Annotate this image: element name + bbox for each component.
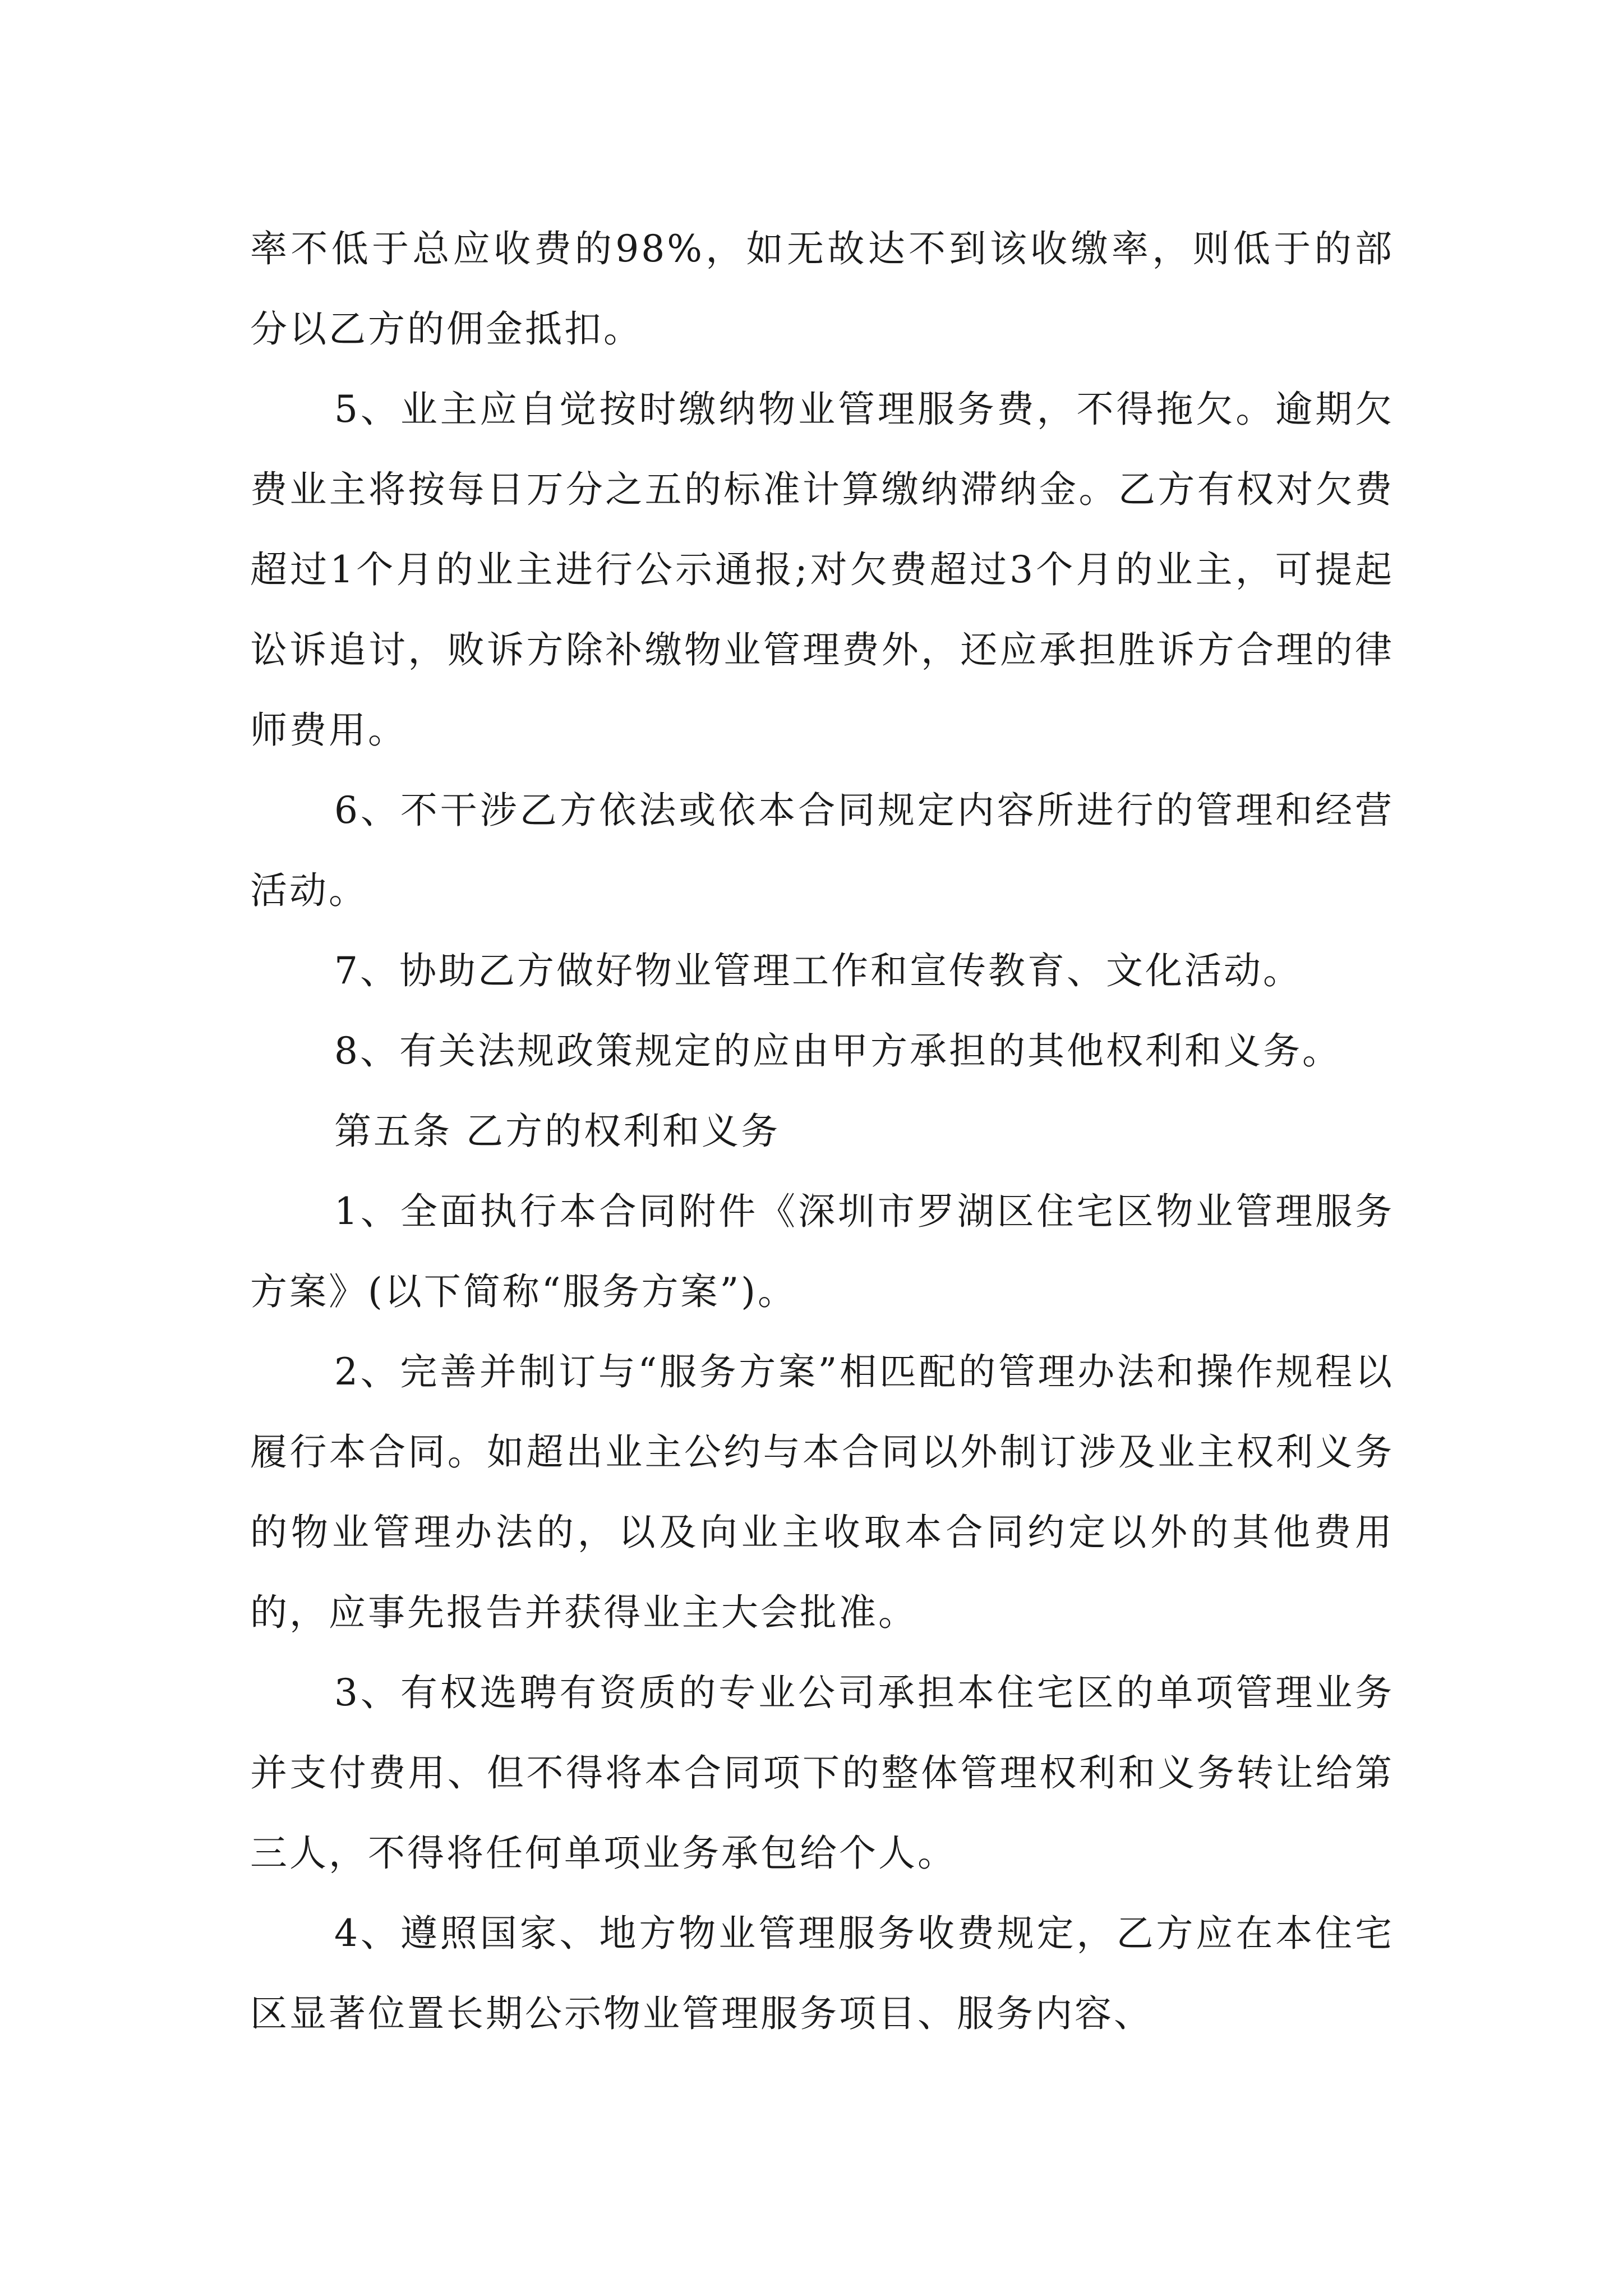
- section-heading: 第五条 乙方的权利和义务: [334, 1110, 780, 1153]
- paragraph-item-6: 6、不干涉乙方依法或依本合同规定内容所进行的管理和经营活动。: [250, 789, 1394, 912]
- paragraph-item-3: 3、有权选聘有资质的专业公司承担本住宅区的单项管理业务并支付费用、但不得将本合同项下的整体管理权利和义务转让给第三人，不得将任何单项业务承包给个人。: [250, 1671, 1394, 1875]
- paragraph-continuation: 率不低于总应收费的98%，如无故达不到该收缴率，则低于的部分以乙方的佣金抵扣。: [250, 227, 1394, 351]
- paragraph-item-5: 5、业主应自觉按时缴纳物业管理服务费，不得拖欠。逾期欠费业主将按每日万分之五的标准计算缴纳滞纳金。乙方有权对欠费超过1个月的业主进行公示通报;对欠费超过3个月的业主，可提起讼诉追讨，败诉方除补缴物业管理费外，还应承担胜诉方合理的律师费用。: [250, 388, 1394, 752]
- paragraph-item-2: 2、完善并制订与“服务方案”相匹配的管理办法和操作规程以履行本合同。如超出业主公约与本合同以外制订涉及业主权利义务的物业管理办法的，以及向业主收取本合同约定以外的其他费用的，应事先报告并获得业主大会批准。: [250, 1350, 1394, 1634]
- paragraph-item-7: 7、协助乙方做好物业管理工作和宣传教育、文化活动。: [334, 949, 1302, 992]
- paragraph-item-8: 8、有关法规政策规定的应由甲方承担的其他权利和义务。: [334, 1029, 1341, 1073]
- paragraph-item-1: 1、全面执行本合同附件《深圳市罗湖区住宅区物业管理服务方案》(以下简称“服务方案”)。: [250, 1190, 1394, 1313]
- paragraph-item-4: 4、遵照国家、地方物业管理服务收费规定，乙方应在本住宅区显著位置长期公示物业管理服务项目、服务内容、: [250, 1912, 1394, 2035]
- document-body: [250, 209, 1394, 2054]
